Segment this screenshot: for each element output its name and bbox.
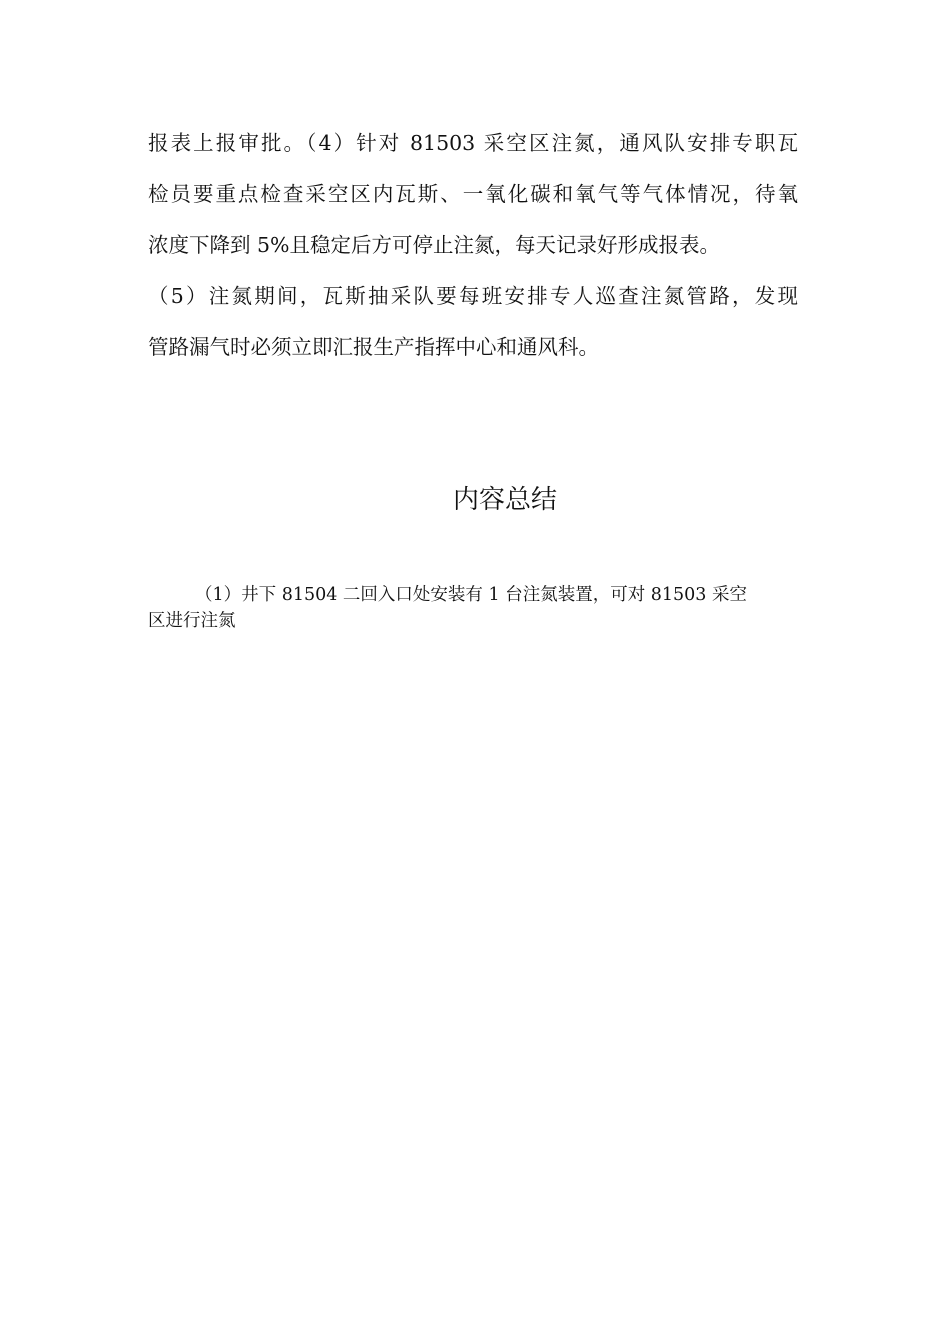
body-line-2: 检员要重点检查采空区内瓦斯、一氧化碳和氧气等气体情况，待氧 [148, 182, 798, 206]
body-line-5: 管路漏气时必须立即汇报生产指挥中心和通风科。 [148, 335, 599, 359]
body-line-3: 浓度下降到 5%且稳定后方可停止注氮，每天记录好形成报表。 [148, 233, 721, 257]
body-paragraph [148, 118, 798, 373]
summary-line-2: 区进行注氮 [148, 611, 236, 631]
summary-heading: 内容总结 [452, 485, 557, 515]
body-line-1: 报表上报审批。（4）针对 81503 采空区注氮，通风队安排专职瓦 [148, 131, 798, 155]
summary-paragraph [148, 582, 798, 634]
body-line-4: （5）注氮期间，瓦斯抽采队要每班安排专人巡查注氮管路，发现 [148, 284, 798, 308]
summary-line-1: （1）井下 81504 二回入口处安装有 1 台注氮装置，可对 81503 采空 [195, 585, 747, 605]
